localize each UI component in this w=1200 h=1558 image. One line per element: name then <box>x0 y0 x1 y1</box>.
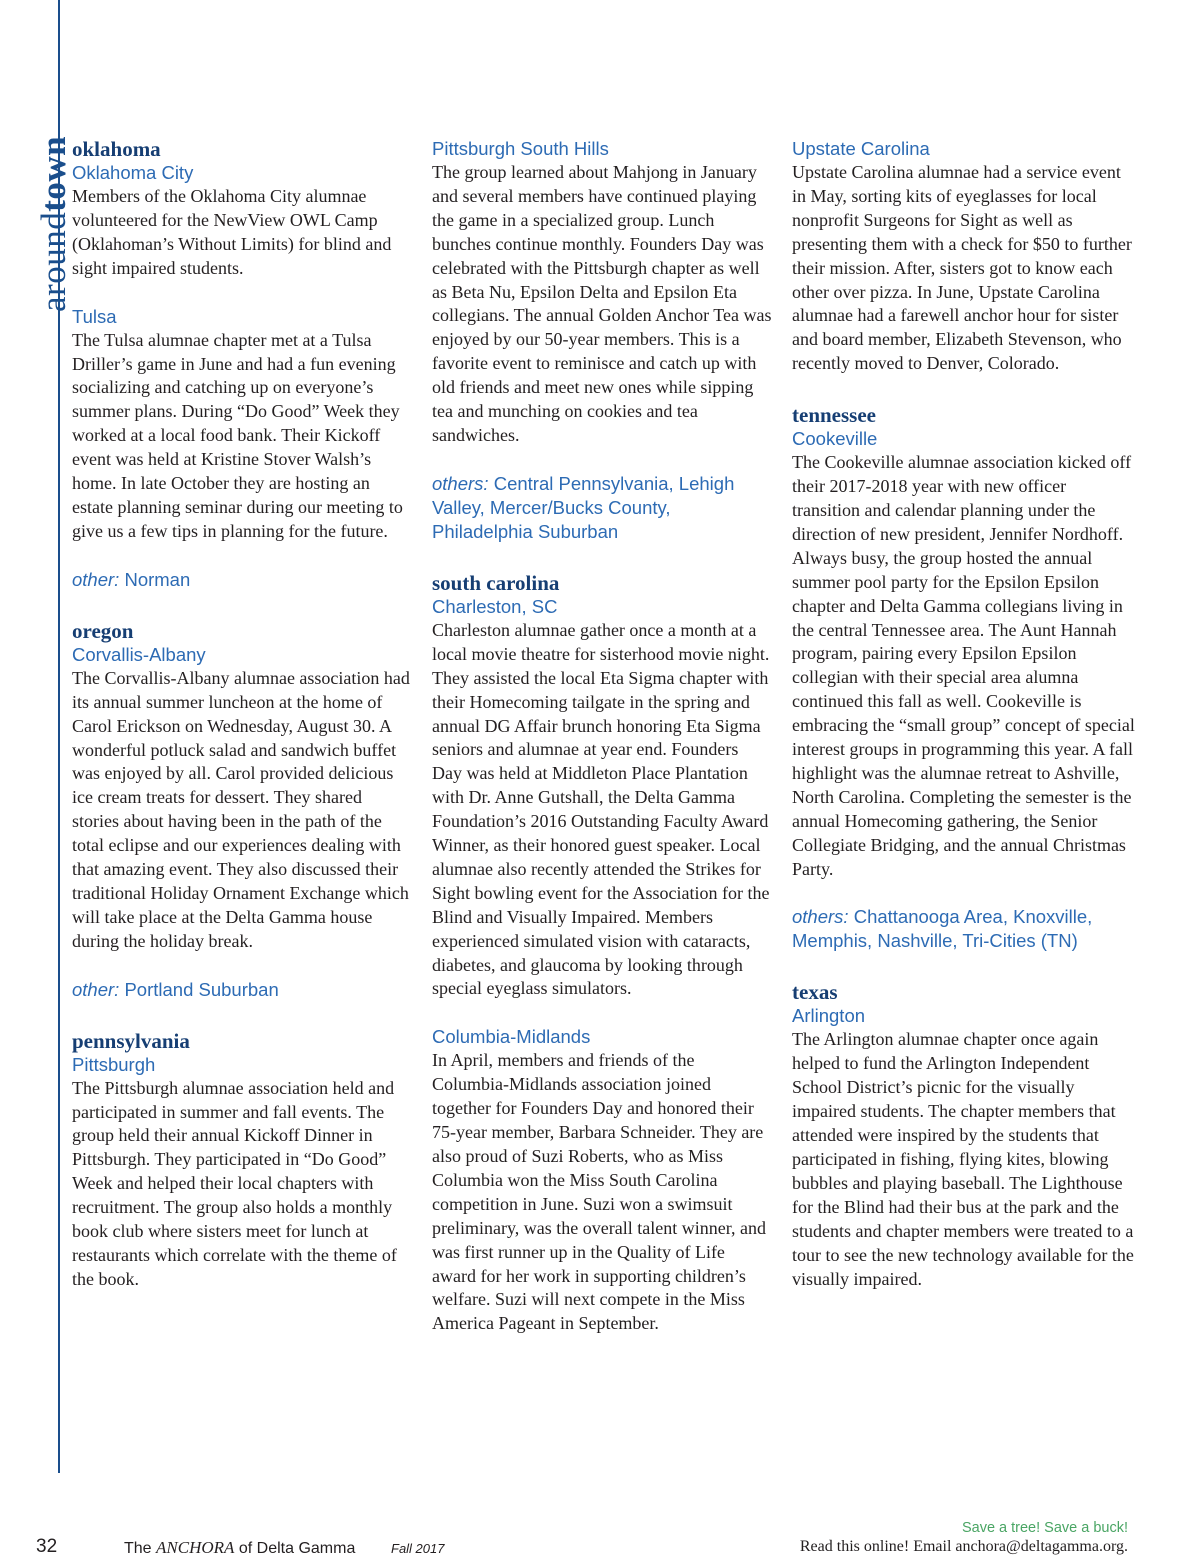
magazine-title-suffix: of Delta Gamma <box>234 1540 356 1557</box>
magazine-title <box>124 1538 355 1558</box>
city-heading-oklahoma-city: Oklahoma City <box>72 162 194 183</box>
section-label <box>36 136 71 312</box>
other-prefix: others: <box>432 472 489 494</box>
magazine-title-name: ANCHORA <box>156 1538 235 1557</box>
other-chapter-names: Norman <box>124 568 191 590</box>
state-heading-texas: texas <box>792 980 838 1005</box>
article-upstate-carolina: Upstate Carolina alumnae had a service event in May, sorting kits of eyeglasses for local nonprofit Surgeons for Sight as well as presenting them with a check for $50 to further their mission. After, sisters got to know each other over pizza. In June, Upstate Carolina alumnae had a farewell anchor hour for sister and board member, Elizabeth Stevenson, who recently moved to Denver, Colorado. <box>792 162 1132 374</box>
article-pittsburgh-south-hills: The group learned about Mahjong in January and several members have continued playing the game in a specialized group. Lunch bunches continue monthly. Founders Day was celebrated with the Pittsburgh chapter as well as Beta Nu, Epsilon Delta and Epsilon Eta collegians. The annual Golden Anchor Tea was enjoyed by our 50-year members. This is a favorite event to reminisce and catch up with old friends and meet new ones while sipping tea and munching on cookies and tea sandwiches. <box>432 162 772 445</box>
city-heading-charleston: Charleston, SC <box>432 595 558 617</box>
city-heading-pittsburgh-south-hills: Pittsburgh South Hills <box>432 138 609 159</box>
article-arlington: The Arlington alumnae chapter once again helped to fund the Arlington Independent School District’s picnic for the visually impaired students. The chapter members that attended were inspired by the students that participated in fishing, flying kites, blowing bubbles and playing baseball. The Lighthouse for the Blind had their bus at the park and the students and chapter members were treated to a tour to see the new technology available for the visually impaired. <box>792 1029 1134 1289</box>
article-charleston: Charleston alumnae gather once a month at a local movie theatre for sisterhood movie night. They assisted the local Eta Sigma chapter with their Homecoming tailgate in the spring and annual DG Affair brunch honoring Eta Sigma seniors and alumnae at year end. Founders Day was held at Middleton Place Plantation with Dr. Anne Gutshall, the Delta Gamma Foundation’s 2016 Outstanding Faculty Award Winner, as their honored guest speaker. Local alumnae also recently attended the Strikes for Sight bowling event for the Association for the Blind and Visually Impaired. Members experienced simulated vision with cataracts, diabetes, and glaucoma by looking through special eyeglass simulators. <box>432 619 770 999</box>
issue-date: Fall 2017 <box>391 1541 445 1556</box>
other-chapter-names: Central Pennsylvania, Lehigh Valley, Mercer/Bucks County, Philadelphia Suburban <box>432 472 735 542</box>
city-heading-columbia-midlands: Columbia-Midlands <box>432 1026 591 1048</box>
article-corvallis-albany: The Corvallis-Albany alumnae association had its annual summer luncheon at the home of Carol Erickson on Wednesday, August 30. A wonderful potluck salad and sandwich buffet was enjoyed by all. Carol provided delicious ice cream treats for dessert. They shared stories about having been in the path of the total eclipse and our experiences dealing with that amazing event. They also discussed their traditional Holiday Ornament Exchange which will take place at the Delta Gamma house during the holiday break. <box>72 667 410 951</box>
other-prefix: other: <box>72 978 120 1000</box>
other-prefix: other: <box>72 568 120 590</box>
read-online-notice: Read this online! Email anchora@deltagamma.org. <box>799 1538 1128 1555</box>
other-chapters-pennsylvania <box>432 472 772 544</box>
magazine-title-prefix: The <box>124 1540 157 1557</box>
other-chapters-tennessee <box>792 905 1137 953</box>
city-heading-corvallis-albany: Corvallis-Albany <box>72 643 206 665</box>
article-tulsa: The Tulsa alumnae chapter met at a Tulsa Driller’s game in June and had a fun evening socializing and catching up on everyone’s summer plans. During “Do Good” Week they worked at a local food bank. Their Kickoff event was held at Kristine Stover Walsh’s home. In late October they are hosting an estate planning seminar during our meeting to give us a few tips in planning for the future. <box>72 329 403 541</box>
article-oklahoma-city: Members of the Oklahoma City alumnae volunteered for the NewView OWL Camp (Oklahoman’s Without Limits) for blind and sight impaired students. <box>72 186 392 278</box>
other-chapter-names: Chattanooga Area, Knoxville, Memphis, Nashville, Tri-Cities (TN) <box>792 906 1093 952</box>
article-columbia-midlands: In April, members and friends of the Columbia-Midlands association joined together for Founders Day and honored their 75-year member, Barbara Schneider. They are also proud of Suzi Roberts, who as Miss Columbia won the Miss South Carolina competition in June. Suzi won a swimsuit preliminary, was the overall talent winner, and was first runner up in the Quality of Life award for her work in supporting children’s welfare. Suzi will next compete in the Miss America Pageant in September. <box>432 1050 766 1334</box>
state-heading-oregon: oregon <box>72 618 134 643</box>
section-label-town: town <box>34 135 73 212</box>
state-heading-pennsylvania: pennsylvania <box>72 1028 190 1053</box>
other-chapters-oregon <box>72 978 412 1002</box>
state-heading-south-carolina: south carolina <box>432 570 560 595</box>
city-heading-upstate-carolina: Upstate Carolina <box>792 138 930 159</box>
city-heading-cookeville: Cookeville <box>792 428 878 450</box>
city-heading-arlington: Arlington <box>792 1005 866 1027</box>
save-tree-tagline: Save a tree! Save a buck! <box>961 1520 1128 1536</box>
city-heading-tulsa: Tulsa <box>72 305 117 327</box>
other-chapters-oklahoma <box>72 568 412 592</box>
state-heading-oklahoma: oklahoma <box>72 137 161 161</box>
section-label-around: around <box>34 211 73 312</box>
city-heading-pittsburgh: Pittsburgh <box>72 1053 156 1075</box>
column-3 <box>792 137 1137 1291</box>
state-heading-tennessee: tennessee <box>792 403 876 428</box>
article-cookeville: The Cookeville alumnae association kicked off their 2017-2018 year with new officer transition and calendar planning under the direction of new president, Jennifer Nordhoff. Always busy, the group hosted the annual summer pool party for the Epsilon Epsilon chapter and Delta Gamma collegians living in the central Tennessee area. The Aunt Hannah program, pairing every Epsilon Epsilon collegian with their special area alumna continued this fall as well. Cookeville is embracing the “small group” concept of special interest groups in programming this year. A fall highlight was the alumnae retreat to Ashville, North Carolina. Completing the semester is the annual Homecoming gathering, the Senior Collegiate Bridging, and the annual Christmas Party. <box>792 452 1135 879</box>
other-chapter-names: Portland Suburban <box>124 978 279 1000</box>
other-prefix: others: <box>792 906 849 928</box>
article-pittsburgh: The Pittsburgh alumnae association held and participated in summer and fall events. The group held their annual Kickoff Dinner in Pittsburgh. They participated in “Do Good” Week and helped their local chapters with recruitment. The group also holds a monthly book club where sisters meet for lunch at restaurants which correlate with the theme of the book. <box>72 1077 397 1289</box>
column-2 <box>432 137 772 1336</box>
page-number: 32 <box>36 1536 58 1557</box>
column-1 <box>72 137 412 1292</box>
